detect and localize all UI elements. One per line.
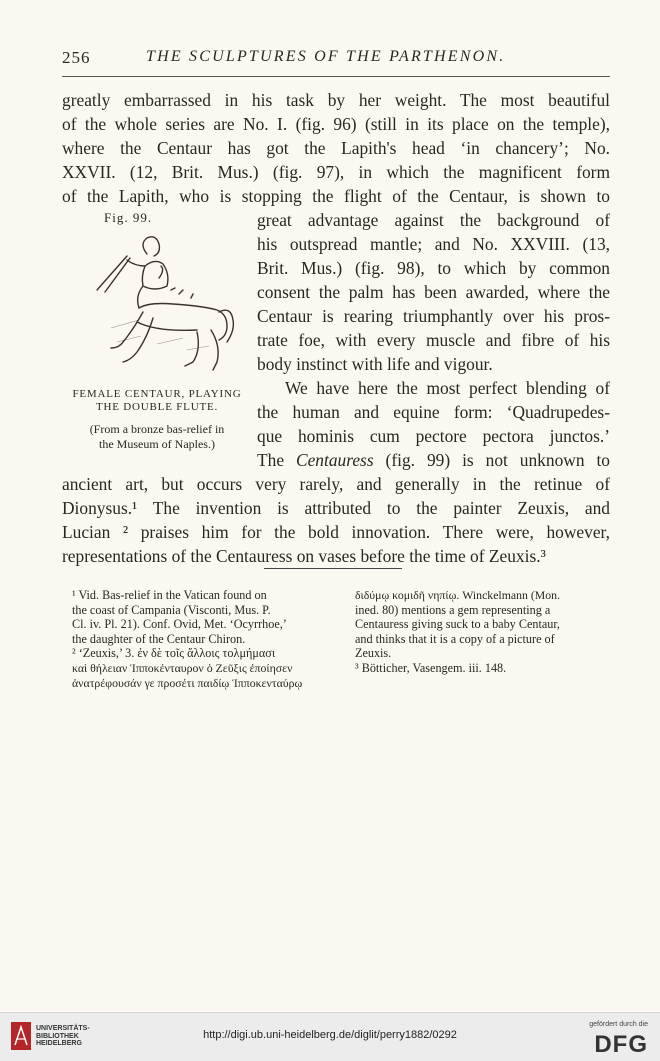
text-line: his outspread mantle; and No. XXVIII. (13, bbox=[257, 234, 610, 254]
italic-term: Centauress bbox=[295, 450, 374, 470]
text-line: the human and equine form: ‘Quadrupedes- bbox=[257, 402, 610, 422]
text-line: Centaur is rearing triumphantly over his pros- bbox=[257, 306, 610, 326]
footnote-line: Centauress giving suck to a baby Centaur, bbox=[355, 617, 560, 632]
dfg-logo: DFG bbox=[594, 1031, 648, 1058]
running-title: THE SCULPTURES OF THE PARTHENON. bbox=[146, 48, 506, 65]
footnote-line: ἀνατρέφουσάν γε προσέτι παιδίῳ Ἱπποκενταύρῳ bbox=[72, 675, 303, 690]
header-rule bbox=[62, 76, 610, 77]
text-line: trate foe, with every muscle and fibre of his bbox=[257, 330, 610, 350]
text-line: great advantage against the background of bbox=[257, 210, 610, 230]
footnote-line: Zeuxis. bbox=[355, 646, 392, 661]
funder-note: gefördert durch die bbox=[589, 1021, 648, 1028]
footnotes-column-right bbox=[355, 588, 613, 676]
centauress-illustration bbox=[87, 232, 237, 382]
figure-99 bbox=[62, 210, 252, 460]
footnote-line: ² ‘Zeuxis,’ 3. ἐν δὲ τοῖς ἄλλοις τολμήμασι bbox=[72, 646, 276, 661]
text-line: que hominis cum pectore pectora junctos.’ bbox=[257, 426, 610, 446]
text-fragment: (fig. 99) is not unknown to bbox=[373, 450, 610, 470]
text-line: XXVII. (12, Brit. Mus.) (fig. 97), in which the magnificent form bbox=[62, 162, 610, 182]
footnote-rule bbox=[264, 568, 402, 569]
text-line: Brit. Mus.) (fig. 98), to which by common bbox=[257, 258, 610, 278]
running-header bbox=[62, 48, 610, 78]
text-line: consent the palm has been awarded, where the bbox=[257, 282, 610, 302]
library-line: UNIVERSITÄTS- bbox=[36, 1025, 90, 1032]
figure-source bbox=[62, 422, 252, 452]
figure-caption bbox=[62, 388, 252, 414]
text-line: We have here the most perfect blending of bbox=[285, 378, 610, 398]
library-line: HEIDELBERG bbox=[36, 1040, 82, 1048]
footnote-line: the coast of Campania (Visconti, Mus. P. bbox=[72, 602, 271, 617]
text-line: representations of the Centauress on vases before the time of Zeuxis.³ bbox=[62, 546, 546, 566]
footnote-line: ined. 80) mentions a gem representing a bbox=[355, 602, 551, 617]
page-number: 256 bbox=[62, 48, 91, 67]
footnote-line: διδύμῳ κομιδῆ νηπίῳ. Winckelmann (Mon. bbox=[355, 588, 561, 602]
caption-line: FEMALE CENTAUR, PLAYING bbox=[72, 388, 242, 400]
source-line: the Museum of Naples.) bbox=[99, 437, 215, 451]
text-line: Dionysus.¹ The invention is attributed to the painter Zeuxis, and bbox=[62, 498, 610, 518]
footnote-line: καὶ θήλειαν Ἱπποκένταυρον ὁ Ζεῦξις ἐποίησεν bbox=[72, 660, 293, 675]
text-line: greatly embarrassed in his task by her weight. The most beautiful bbox=[62, 90, 610, 110]
source-line: (From a bronze bas-relief in bbox=[89, 422, 225, 436]
text-line: body instinct with life and vigour. bbox=[257, 354, 493, 374]
library-line: BIBLIOTHEK bbox=[36, 1032, 79, 1040]
text-line: ancient art, but occurs very rarely, and generally in the retinue of bbox=[62, 474, 610, 494]
figure-label: Fig. 99. bbox=[104, 210, 153, 225]
footnote-line: ³ Bötticher, Vasengem. iii. 148. bbox=[355, 660, 507, 675]
text-line bbox=[257, 448, 610, 472]
footnote-line: the daughter of the Centaur Chiron. bbox=[72, 631, 246, 646]
text-line: where the Centaur has got the Lapith's head ‘in chancery’; No. bbox=[62, 138, 610, 158]
permalink[interactable]: http://digi.ub.uni-heidelberg.de/diglit/perry1882/0292 bbox=[203, 1029, 457, 1041]
text-line: Lucian ² praises him for the bold innovation. There were, however, bbox=[62, 522, 610, 542]
text-line: of the whole series are No. I. (fig. 96) (still in its place on the temple), bbox=[62, 114, 610, 134]
footnote-line: ¹ Vid. Bas-relief in the Vatican found on bbox=[72, 588, 267, 602]
footnote-line: and thinks that it is a copy of a picture of bbox=[355, 631, 555, 646]
text-line: of the Lapith, who is stopping the flight of the Centaur, is shown to bbox=[62, 186, 610, 206]
footnotes-column-left bbox=[72, 588, 334, 690]
viewer-footer bbox=[0, 1012, 660, 1061]
footnote-line: Cl. iv. Pl. 21). Conf. Ovid, Met. ‘Ocyrrhoe,’ bbox=[72, 617, 287, 632]
text-fragment: The bbox=[257, 450, 296, 470]
caption-line: THE DOUBLE FLUTE. bbox=[95, 401, 219, 413]
